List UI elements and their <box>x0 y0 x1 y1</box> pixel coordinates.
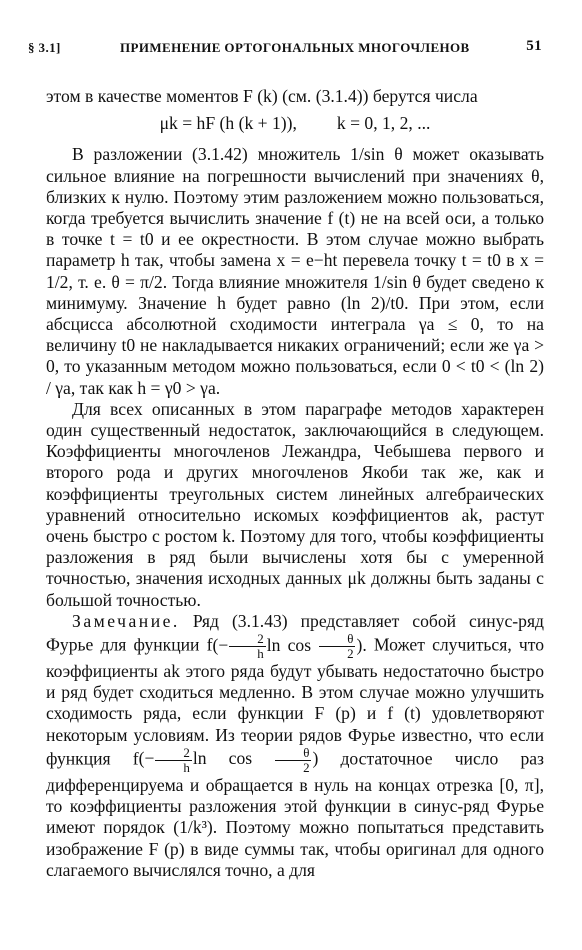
remark-label: Замечание. <box>72 610 180 631</box>
paragraph-3-part-a: Ряд (3.1.43) представляет собой синус-ряд Фурье для функции f <box>46 610 544 655</box>
formula-right: k = 0, 1, 2, ... <box>336 113 431 134</box>
paragraph-1: В разложении (3.1.42) множитель 1/sin θ может оказывать сильное влияние на погрешности вычислений при значениях θ, близких к нулю. Поэтому этим разложением можно пользоваться, когда требуется вычислить значение f (t) не на всей оси, а только в точке t = t0 и ее окрестности. В этом случае можно выбрать параметр h так, чтобы замена x = e−ht перевела точку t = t0 в x = 1/2, т. е. θ = π/2. Тогда влияние множителя 1/sin θ будет сведено к минимуму. Значение h будет равно (ln 2)/t0. При этом, если абсцисса абсолютной сходимости интеграла γa ≤ 0, то на величину t0 не накладывается никаких ограничений; если же γa > 0, то указанным методом можно пользоваться, если 0 < t0 < (ln 2) / γa, так как h = γ0 > γa. <box>46 144 544 398</box>
page-body <box>46 86 544 881</box>
moments-formula <box>46 113 544 134</box>
paragraph-2: Для всех описанных в этом параграфе методов характерен один существенный недостаток, заключающийся в следующем. Коэффициенты многочленов Лежандра, Чебышева первого и второго рода и других многочленов Якоби так же, как и коэффициенты треугольных систем линейных алгебраических уравнений относительно искомых коэффициентов ak, растут очень быстро с ростом k. Поэтому для того, чтобы коэффициенты разложения в ряд были вычислены хотя бы с умеренной точностью, значения исходных данных μk должны быть заданы с большой точностью. <box>46 398 544 610</box>
section-ref: § 3.1] <box>28 40 61 55</box>
paragraph-3 <box>46 611 544 881</box>
intro-line: этом в качестве моментов F (k) (см. (3.1.4)) берутся числа <box>46 86 478 106</box>
paragraph-3-part-c: достаточное число раз дифференцируема и обращается в нуль на концах отрезка [0, π], то коэффициенты разложения этой функции в синус-ряд Фурье имеют порядок (1/k³). Поэтому можно попытаться представить изображение F (p) в виде суммы так, чтобы оригинал для одного слагаемого вычислялся точно, а для <box>46 748 544 880</box>
formula-left: μk = hF (h (k + 1)), <box>159 113 297 134</box>
paragraph-3-part-b: Может случиться, что коэффициенты ak этого ряда будут убывать недостаточно быстро и ряд будет сходиться медленно. В этом случае можно улучшить сходимость ряда, если функции F (p) и f (t) удовлетворяют некоторым условиям. Из теории рядов Фурье известно, что если функция f <box>46 634 545 769</box>
function-arg-2: (− $\frac{2}{h}$ ln cos $\frac{\theta}{2}$ ) <box>138 744 319 775</box>
function-arg-1: (− $\frac{2}{h}$ ln cos $\frac{\theta}{2}$ ). <box>212 631 367 662</box>
page-number: 51 <box>526 38 542 54</box>
running-title: ПРИМЕНЕНИЕ ОРТОГОНАЛЬНЫХ МНОГОЧЛЕНОВ <box>120 40 470 55</box>
running-header <box>28 38 542 58</box>
